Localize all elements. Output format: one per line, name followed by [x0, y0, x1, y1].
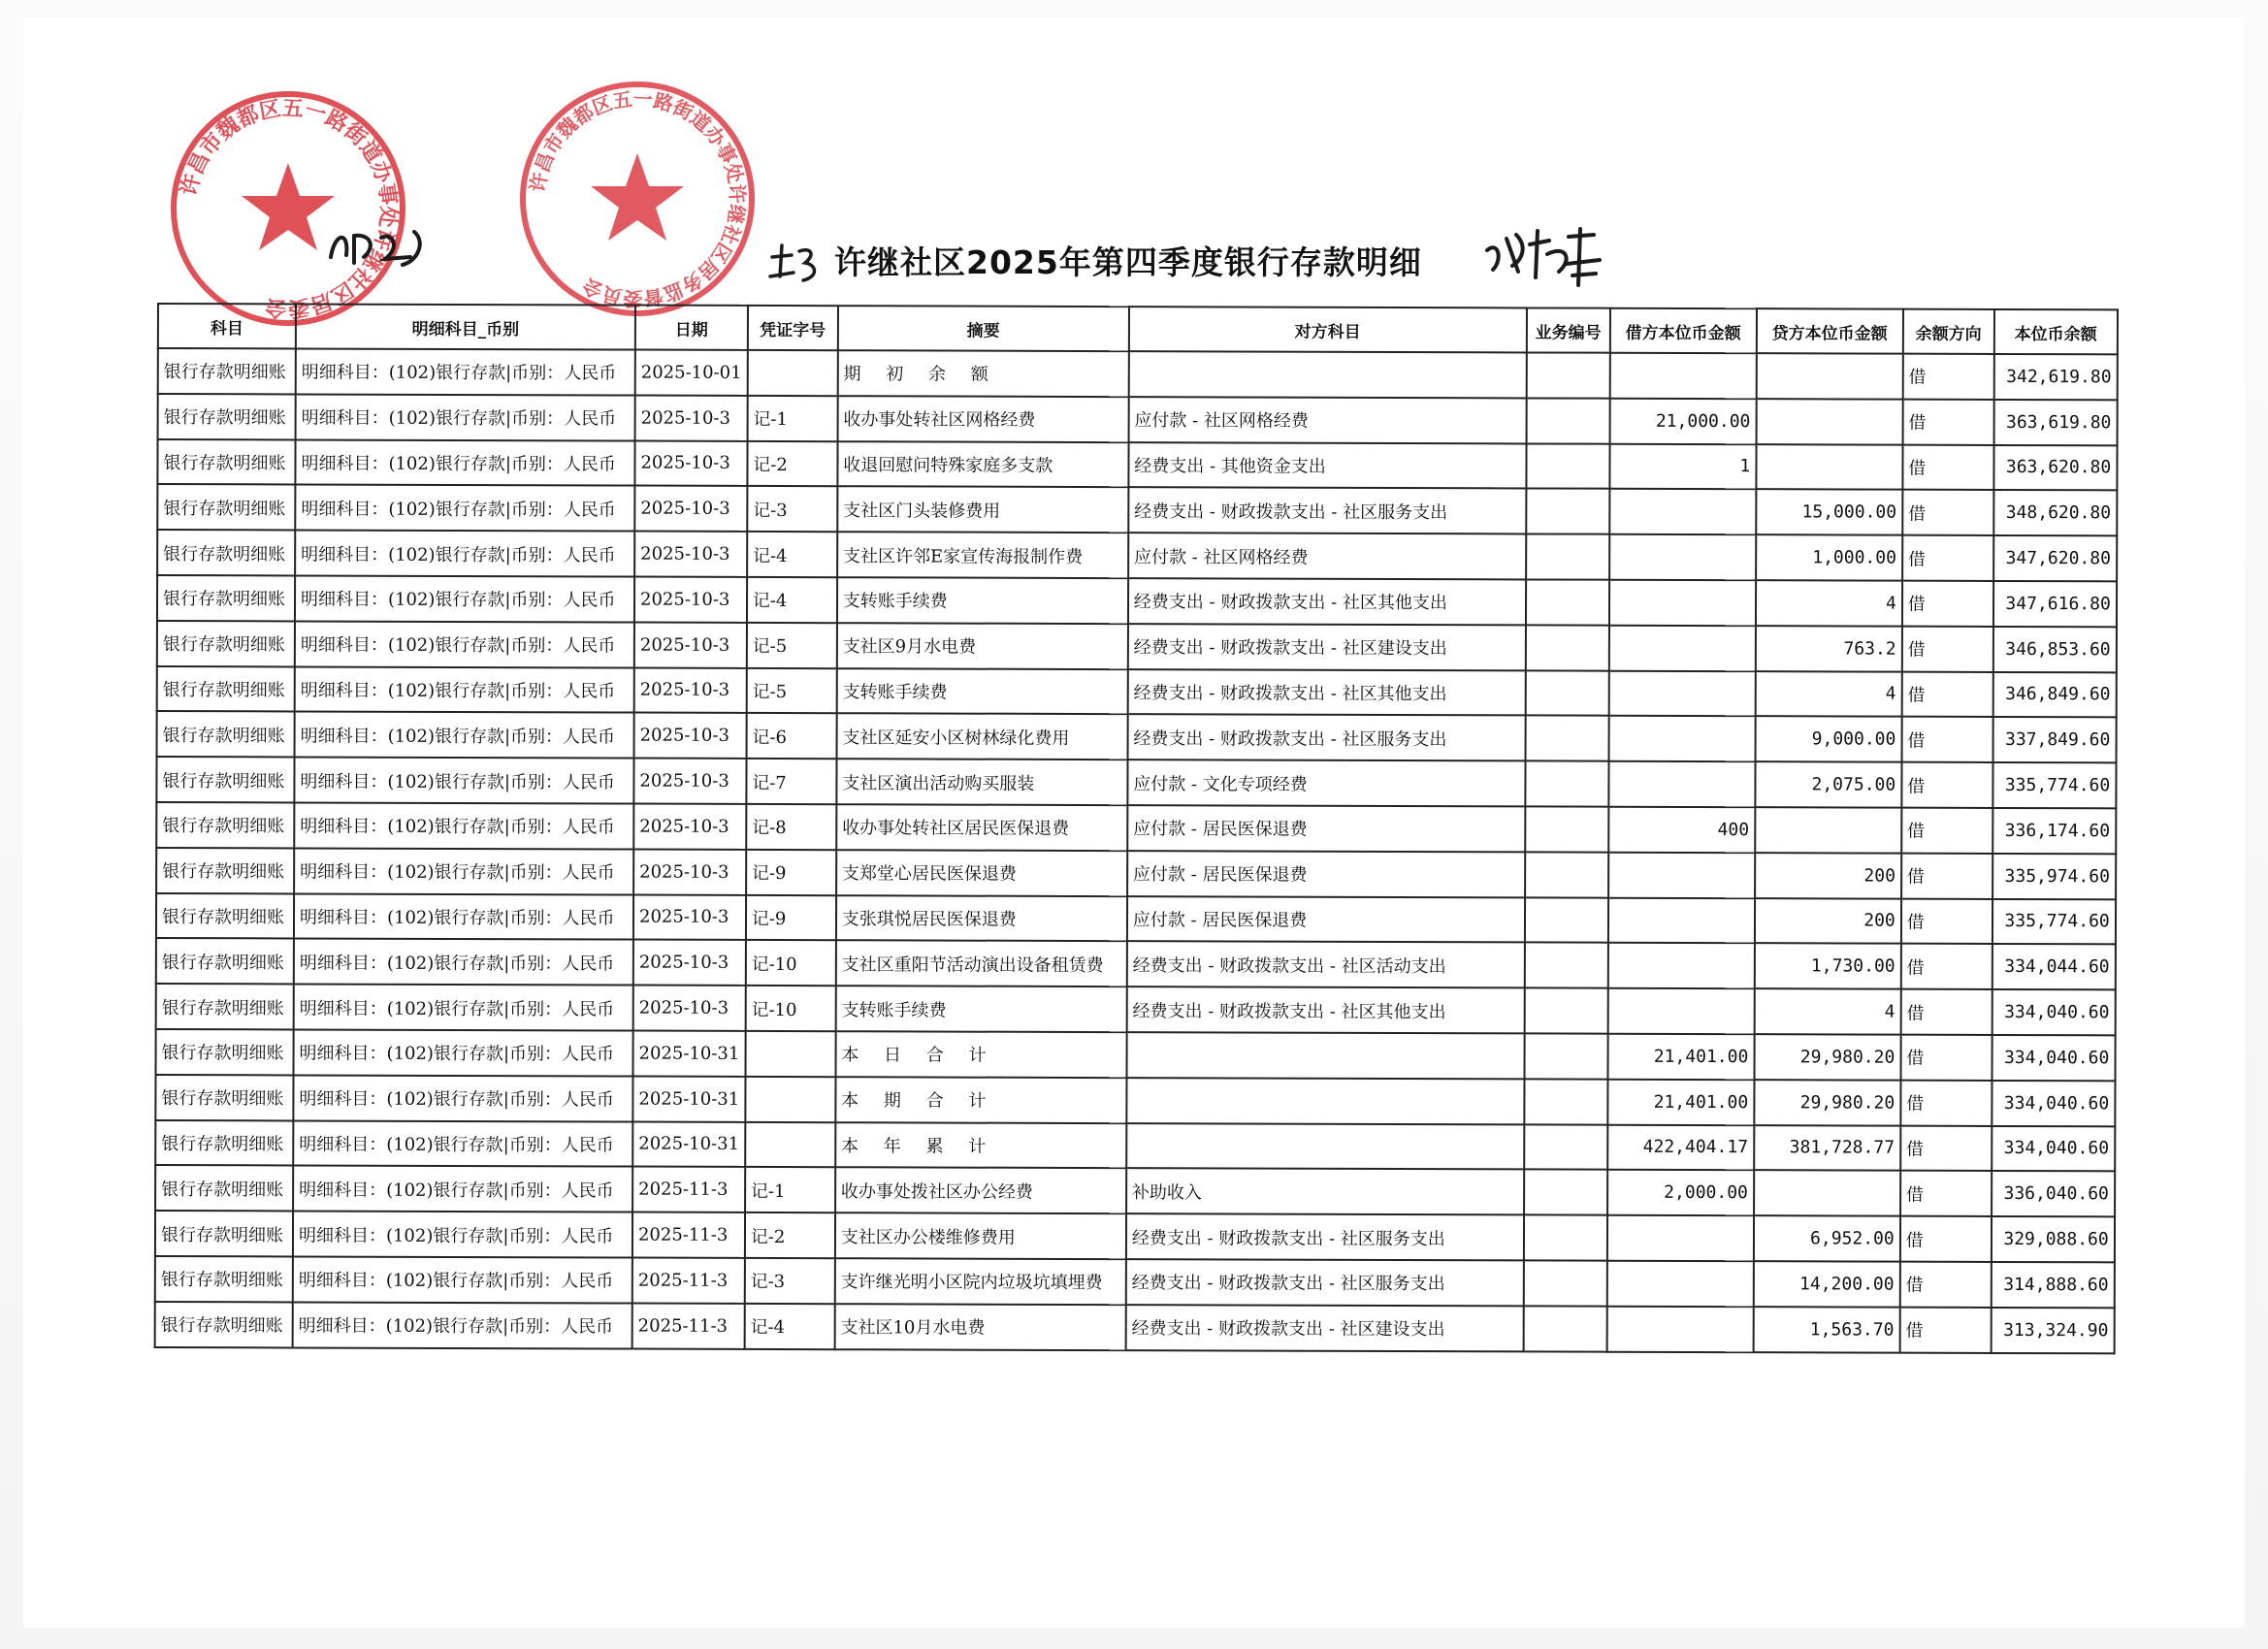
- cell-direction: 借: [1901, 762, 1993, 808]
- cell-subject: 银行存款明细账: [156, 984, 294, 1029]
- cell-detail: 明细科目：(102)银行存款|币别：人民币: [296, 394, 635, 440]
- cell-direction: 借: [1900, 1262, 1992, 1308]
- cell-balance: 329,088.60: [1992, 1216, 2115, 1262]
- cell-date: 2025-10-3: [634, 713, 747, 759]
- cell-subject: 银行存款明细账: [156, 848, 294, 893]
- table-row: [156, 893, 2116, 945]
- cell-detail: 明细科目：(102)银行存款|币别：人民币: [295, 485, 634, 532]
- cell-subject: 银行存款明细账: [156, 938, 294, 984]
- cell-counter-account: 经费支出 - 其他资金支出: [1128, 442, 1526, 489]
- cell-counter-account: 经费支出 - 财政拨款支出 - 社区服务支出: [1128, 488, 1526, 534]
- table-row: [156, 1029, 2116, 1081]
- col-header-direction: 余额方向: [1903, 309, 1994, 354]
- cell-detail: 明细科目：(102)银行存款|币别：人民币: [294, 985, 633, 1031]
- cell-direction: 借: [1900, 989, 1992, 1035]
- cell-counter-account: 应付款 - 文化专项经费: [1127, 760, 1525, 806]
- cell-voucher: 记-9: [746, 850, 836, 895]
- cell-summary: 支许继光明小区院内垃圾坑填埋费: [835, 1258, 1126, 1305]
- cell-credit: 1,563.70: [1753, 1307, 1899, 1352]
- cell-business-no: [1525, 897, 1608, 943]
- cell-date: 2025-11-3: [632, 1303, 745, 1348]
- cell-business-no: [1525, 943, 1608, 988]
- svg-text:许昌市魏都区五一路街道办事处许继社区居委会: 许昌市魏都区五一路街道办事处许继社区居委会: [177, 96, 401, 321]
- cell-subject: 银行存款明细账: [158, 348, 296, 394]
- cell-summary: 支社区重阳节活动演出设备租赁费: [836, 941, 1127, 987]
- cell-date: 2025-10-3: [634, 622, 747, 667]
- table-row: [156, 938, 2116, 989]
- cell-voucher: 记-10: [746, 940, 836, 986]
- cell-counter-account: 经费支出 - 财政拨款支出 - 社区建设支出: [1125, 1305, 1523, 1351]
- cell-balance: 346,853.60: [1993, 627, 2117, 672]
- cell-credit: 763.2: [1756, 626, 1902, 671]
- cell-balance: 335,774.60: [1993, 899, 2116, 945]
- table-row: [157, 575, 2117, 627]
- cell-credit: 4: [1754, 988, 1900, 1034]
- cell-counter-account: 应付款 - 居民医保退费: [1127, 851, 1525, 897]
- cell-direction: 借: [1901, 898, 1993, 944]
- cell-detail: 明细科目：(102)银行存款|币别：人民币: [295, 712, 634, 759]
- cell-subject: 银行存款明细账: [157, 439, 295, 485]
- cell-business-no: [1525, 716, 1608, 761]
- table-row: [155, 1211, 2115, 1262]
- cell-summary: 本 日 合 计: [835, 1031, 1126, 1078]
- cell-date: 2025-11-3: [632, 1257, 745, 1303]
- cell-balance: 334,040.60: [1992, 1081, 2115, 1126]
- cell-direction: 借: [1901, 671, 1993, 717]
- cell-detail: 明细科目：(102)银行存款|币别：人民币: [293, 1075, 632, 1121]
- cell-subject: 银行存款明细账: [157, 575, 295, 621]
- cell-date: 2025-10-3: [634, 440, 747, 486]
- cell-direction: 借: [1901, 853, 1993, 898]
- cell-subject: 银行存款明细账: [155, 1120, 293, 1166]
- cell-debit: [1607, 1215, 1754, 1261]
- cell-subject: 银行存款明细账: [158, 394, 296, 439]
- table-row: [156, 848, 2116, 899]
- cell-summary: 支社区许邻E家宣传海报制作费: [837, 532, 1128, 578]
- cell-voucher: 记-1: [745, 1167, 835, 1212]
- cell-summary: 收退回慰问特殊家庭多支款: [837, 441, 1128, 488]
- cell-detail: 明细科目：(102)银行存款|币别：人民币: [293, 1302, 632, 1348]
- cell-business-no: [1525, 806, 1608, 852]
- cell-debit: [1609, 353, 1756, 399]
- cell-voucher: [745, 1121, 835, 1167]
- cell-debit: [1607, 988, 1754, 1034]
- cell-detail: 明细科目：(102)银行存款|币别：人民币: [294, 893, 633, 940]
- cell-date: 2025-10-31: [632, 1121, 745, 1167]
- cell-date: 2025-10-3: [633, 894, 746, 940]
- cell-subject: 银行存款明细账: [155, 1256, 293, 1302]
- cell-balance: 334,040.60: [1992, 989, 2115, 1035]
- cell-credit: 200: [1755, 898, 1901, 944]
- cell-voucher: 记-2: [745, 1212, 835, 1258]
- cell-date: 2025-10-3: [635, 395, 748, 440]
- cell-voucher: [747, 350, 837, 396]
- cell-credit: 9,000.00: [1755, 717, 1901, 762]
- cell-detail: 明细科目：(102)银行存款|币别：人民币: [295, 621, 634, 667]
- cell-counter-account: [1126, 1123, 1524, 1170]
- cell-business-no: [1526, 398, 1609, 443]
- cell-subject: 银行存款明细账: [157, 530, 295, 575]
- cell-summary: 支社区门头装修费用: [837, 487, 1128, 534]
- table-row: [157, 666, 2117, 718]
- table-row: [157, 439, 2117, 491]
- cell-date: 2025-10-3: [634, 667, 747, 713]
- cell-debit: [1608, 716, 1755, 761]
- cell-direction: 借: [1900, 1125, 1992, 1171]
- cell-debit: [1609, 625, 1756, 670]
- cell-business-no: [1524, 988, 1607, 1034]
- cell-business-no: [1524, 1079, 1607, 1124]
- cell-direction: 借: [1902, 399, 1993, 444]
- cell-voucher: 记-5: [746, 667, 836, 713]
- cell-detail: 明细科目：(102)银行存款|币别：人民币: [293, 1029, 632, 1076]
- cell-summary: 期 初 余 额: [837, 350, 1128, 397]
- cell-voucher: 记-7: [746, 759, 836, 804]
- cell-balance: 314,888.60: [1992, 1262, 2115, 1308]
- cell-business-no: [1526, 352, 1609, 398]
- cell-direction: 借: [1902, 535, 1993, 581]
- table-row: [155, 1302, 2115, 1353]
- cell-debit: 21,401.00: [1607, 1079, 1754, 1124]
- table-row: [155, 1075, 2115, 1126]
- cell-counter-account: 应付款 - 社区网格经费: [1128, 397, 1526, 443]
- col-header-detail: 明细科目_币别: [296, 304, 635, 349]
- cell-credit: [1756, 444, 1902, 490]
- cell-summary: 支转账手续费: [835, 986, 1126, 1032]
- cell-business-no: [1524, 1215, 1607, 1261]
- cell-business-no: [1526, 579, 1609, 625]
- table-row: [155, 1165, 2115, 1216]
- col-header-voucher: 凭证字号: [748, 306, 838, 350]
- cell-voucher: 记-3: [747, 486, 837, 532]
- cell-detail: 明细科目：(102)银行存款|币别：人民币: [293, 1256, 632, 1303]
- table-row: [155, 1256, 2115, 1308]
- svg-text:许昌市魏都区五一路街道办事处许继社区居务监督委员会: 许昌市魏都区五一路街道办事处许继社区居务监督委员会: [525, 86, 750, 311]
- cell-debit: [1608, 761, 1755, 807]
- cell-detail: 明细科目：(102)银行存款|币别：人民币: [294, 939, 633, 986]
- cell-detail: 明细科目：(102)银行存款|币别：人民币: [295, 575, 634, 622]
- table-row: [157, 530, 2117, 581]
- cell-voucher: 记-1: [747, 396, 837, 441]
- cell-voucher: [745, 1031, 835, 1077]
- cell-counter-account: 经费支出 - 财政拨款支出 - 社区其他支出: [1126, 986, 1524, 1033]
- table-row: [156, 757, 2116, 808]
- cell-business-no: [1526, 489, 1609, 534]
- cell-debit: [1609, 534, 1756, 580]
- cell-business-no: [1524, 1124, 1607, 1170]
- cell-voucher: 记-3: [745, 1258, 835, 1304]
- cell-debit: [1608, 670, 1755, 716]
- cell-balance: 363,619.80: [1993, 400, 2117, 445]
- cell-business-no: [1525, 852, 1608, 897]
- col-header-subject: 科目: [158, 304, 296, 348]
- cell-summary: 收办事处拨社区办公经费: [835, 1168, 1126, 1214]
- cell-summary: 本 年 累 计: [835, 1122, 1126, 1169]
- cell-counter-account: 经费支出 - 财政拨款支出 - 社区其他支出: [1127, 669, 1525, 716]
- cell-business-no: [1524, 1033, 1607, 1079]
- cell-subject: 银行存款明细账: [155, 1075, 293, 1120]
- cell-date: 2025-10-3: [634, 577, 747, 623]
- cell-credit: 6,952.00: [1754, 1215, 1900, 1261]
- cell-debit: 21,000.00: [1609, 399, 1756, 444]
- cell-counter-account: 经费支出 - 财政拨款支出 - 社区活动支出: [1127, 942, 1525, 988]
- cell-summary: 支转账手续费: [836, 668, 1127, 715]
- cell-debit: [1609, 580, 1756, 626]
- cell-date: 2025-10-3: [633, 986, 746, 1031]
- cell-voucher: 记-6: [746, 713, 836, 759]
- cell-counter-account: [1126, 1078, 1524, 1124]
- cell-debit: 2,000.00: [1607, 1170, 1754, 1215]
- cell-credit: 381,728.77: [1754, 1125, 1900, 1171]
- cell-credit: [1755, 807, 1901, 853]
- cell-subject: 银行存款明细账: [156, 757, 294, 802]
- cell-credit: 4: [1755, 671, 1901, 717]
- cell-business-no: [1524, 1170, 1607, 1215]
- cell-counter-account: 经费支出 - 财政拨款支出 - 社区服务支出: [1126, 1259, 1524, 1306]
- cell-debit: [1608, 852, 1755, 897]
- document-title: 许继社区2025年第四季度银行存款明细: [834, 243, 1422, 281]
- cell-credit: [1756, 353, 1902, 399]
- cell-counter-account: 应付款 - 居民医保退费: [1127, 805, 1525, 852]
- cell-summary: 收办事处转社区居民医保退费: [836, 804, 1127, 851]
- cell-date: 2025-10-31: [632, 1030, 745, 1076]
- cell-detail: 明细科目：(102)银行存款|币别：人民币: [294, 848, 633, 894]
- cell-credit: 15,000.00: [1756, 490, 1902, 535]
- cell-voucher: 记-2: [747, 441, 837, 487]
- table-row: [155, 1120, 2115, 1172]
- cell-debit: [1608, 943, 1755, 988]
- cell-balance: 334,044.60: [1993, 944, 2116, 989]
- cell-subject: 银行存款明细账: [156, 802, 294, 848]
- cell-balance: 346,849.60: [1993, 672, 2116, 718]
- cell-direction: 借: [1902, 444, 1993, 490]
- table-row: [158, 348, 2118, 400]
- col-header-balance: 本位币余额: [1994, 309, 2118, 354]
- cell-business-no: [1525, 670, 1608, 716]
- cell-voucher: 记-10: [745, 986, 835, 1031]
- cell-credit: [1754, 1171, 1900, 1216]
- cell-detail: 明细科目：(102)银行存款|币别：人民币: [295, 439, 634, 486]
- cell-date: 2025-10-3: [633, 849, 746, 894]
- cell-direction: 借: [1901, 944, 1993, 989]
- cell-direction: 借: [1900, 1080, 1992, 1125]
- table-row: [156, 984, 2116, 1035]
- cell-counter-account: 经费支出 - 财政拨款支出 - 社区其他支出: [1128, 578, 1526, 625]
- cell-debit: 21,401.00: [1607, 1034, 1754, 1080]
- cell-credit: 29,980.20: [1754, 1080, 1900, 1125]
- cell-direction: 借: [1902, 581, 1993, 627]
- cell-counter-account: 经费支出 - 财政拨款支出 - 社区服务支出: [1126, 1213, 1524, 1260]
- cell-balance: 335,774.60: [1993, 762, 2116, 808]
- cell-balance: 336,040.60: [1992, 1171, 2115, 1216]
- cell-subject: 银行存款明细账: [157, 666, 295, 712]
- cell-business-no: [1526, 534, 1609, 580]
- cell-credit: [1756, 399, 1902, 444]
- cell-detail: 明细科目：(102)银行存款|币别：人民币: [293, 1212, 632, 1258]
- cell-balance: 348,620.80: [1993, 490, 2117, 535]
- cell-balance: 313,324.90: [1991, 1308, 2114, 1353]
- cell-balance: 347,616.80: [1993, 581, 2117, 627]
- cell-balance: 335,974.60: [1993, 854, 2116, 899]
- cell-business-no: [1524, 1260, 1607, 1306]
- cell-date: 2025-10-01: [635, 350, 748, 396]
- cell-summary: 支转账手续费: [837, 577, 1128, 624]
- cell-summary: 本 期 合 计: [835, 1077, 1126, 1123]
- cell-credit: 29,980.20: [1754, 1034, 1900, 1080]
- cell-counter-account: 应付款 - 居民医保退费: [1127, 896, 1525, 943]
- cell-business-no: [1525, 761, 1608, 807]
- cell-detail: 明细科目：(102)银行存款|币别：人民币: [294, 758, 633, 804]
- cell-balance: 363,620.80: [1993, 445, 2117, 491]
- cell-credit: 2,075.00: [1755, 761, 1901, 807]
- col-header-business-no: 业务编号: [1527, 307, 1610, 352]
- cell-balance: 334,040.60: [1992, 1125, 2115, 1171]
- cell-subject: 银行存款明细账: [157, 621, 295, 666]
- table-row: [157, 621, 2117, 672]
- cell-business-no: [1526, 443, 1609, 489]
- cell-date: 2025-11-3: [632, 1212, 745, 1258]
- table-row: [157, 484, 2117, 535]
- table-row: [156, 802, 2116, 854]
- cell-summary: 收办事处转社区网格经费: [837, 396, 1128, 442]
- cell-voucher: 记-4: [747, 577, 837, 623]
- cell-subject: 银行存款明细账: [155, 1302, 293, 1347]
- cell-debit: [1609, 489, 1756, 534]
- cell-counter-account: 经费支出 - 财政拨款支出 - 社区服务支出: [1127, 715, 1525, 761]
- cell-counter-account: 应付款 - 社区网格经费: [1128, 533, 1526, 579]
- cell-direction: 借: [1900, 1216, 1992, 1262]
- cell-voucher: 记-9: [746, 894, 836, 940]
- cell-counter-account: 补助收入: [1126, 1168, 1524, 1214]
- cell-date: 2025-10-3: [634, 532, 747, 577]
- table-row: [157, 711, 2117, 762]
- cell-debit: 1: [1609, 443, 1756, 489]
- cell-date: 2025-10-3: [633, 759, 746, 804]
- cell-business-no: [1526, 625, 1609, 670]
- cell-direction: 借: [1902, 626, 1993, 671]
- cell-summary: 支社区10月水电费: [834, 1304, 1125, 1350]
- cell-business-no: [1523, 1306, 1606, 1351]
- cell-detail: 明细科目：(102)银行存款|币别：人民币: [295, 531, 634, 577]
- cell-summary: 支社区办公楼维修费用: [835, 1212, 1126, 1259]
- col-header-counter-account: 对方科目: [1129, 307, 1527, 352]
- cell-debit: [1608, 897, 1755, 943]
- cell-debit: [1607, 1261, 1754, 1307]
- col-header-date: 日期: [635, 306, 748, 350]
- cell-debit: 422,404.17: [1607, 1124, 1754, 1170]
- cell-credit: 1,000.00: [1756, 534, 1902, 580]
- cell-direction: 借: [1902, 354, 1993, 400]
- table-row: [158, 394, 2118, 445]
- cell-detail: 明细科目：(102)银行存款|币别：人民币: [296, 348, 635, 395]
- cell-direction: 借: [1900, 1171, 1992, 1216]
- cell-subject: 银行存款明细账: [155, 1165, 293, 1211]
- cell-summary: 支社区演出活动购买服装: [836, 759, 1127, 805]
- cell-credit: 1,730.00: [1755, 944, 1901, 989]
- ledger-body: [155, 348, 2118, 1353]
- cell-voucher: 记-8: [746, 804, 836, 850]
- cell-balance: 342,619.80: [1993, 354, 2117, 400]
- cell-summary: 支张琪悦居民医保退费: [836, 895, 1127, 942]
- col-header-summary: 摘要: [838, 306, 1129, 351]
- cell-counter-account: 经费支出 - 财政拨款支出 - 社区建设支出: [1128, 624, 1526, 670]
- cell-direction: 借: [1901, 717, 1993, 762]
- cell-voucher: 记-4: [747, 532, 837, 577]
- cell-subject: 银行存款明细账: [157, 484, 295, 530]
- cell-date: 2025-10-31: [632, 1076, 745, 1121]
- cell-subject: 银行存款明细账: [156, 893, 294, 939]
- cell-counter-account: [1126, 1032, 1524, 1079]
- col-header-debit: 借方本位币金额: [1610, 308, 1757, 353]
- cell-balance: 337,849.60: [1993, 717, 2116, 762]
- cell-detail: 明细科目：(102)银行存款|币别：人民币: [293, 1120, 632, 1167]
- cell-debit: [1606, 1306, 1753, 1351]
- cell-debit: 400: [1608, 807, 1755, 853]
- cell-credit: 14,200.00: [1754, 1261, 1900, 1307]
- cell-voucher: 记-4: [744, 1304, 834, 1349]
- cell-date: 2025-11-3: [632, 1167, 745, 1212]
- cell-balance: 347,620.80: [1993, 535, 2117, 581]
- cell-direction: 借: [1901, 808, 1993, 854]
- cell-detail: 明细科目：(102)银行存款|币别：人民币: [294, 802, 633, 849]
- cell-detail: 明细科目：(102)银行存款|币别：人民币: [293, 1166, 632, 1212]
- cell-date: 2025-10-3: [634, 486, 747, 532]
- cell-subject: 银行存款明细账: [156, 1029, 294, 1075]
- cell-summary: 支郑堂心居民医保退费: [836, 850, 1127, 896]
- ledger-table: [154, 303, 2119, 1354]
- table-header-row: [158, 304, 2118, 354]
- cell-direction: 借: [1900, 1035, 1992, 1081]
- cell-balance: 334,040.60: [1992, 1035, 2115, 1081]
- cell-summary: 支社区延安小区树林绿化费用: [836, 714, 1127, 760]
- cell-subject: 银行存款明细账: [157, 711, 295, 757]
- cell-counter-account: [1128, 351, 1526, 398]
- cell-credit: 4: [1756, 580, 1902, 626]
- cell-date: 2025-10-3: [633, 940, 746, 986]
- cell-subject: 银行存款明细账: [155, 1211, 293, 1256]
- cell-voucher: 记-5: [747, 623, 837, 668]
- cell-summary: 支社区9月水电费: [837, 623, 1128, 669]
- cell-detail: 明细科目：(102)银行存款|币别：人民币: [295, 666, 634, 713]
- cell-balance: 336,174.60: [1993, 808, 2116, 854]
- cell-date: 2025-10-3: [633, 804, 746, 850]
- cell-direction: 借: [1899, 1307, 1991, 1352]
- cell-direction: 借: [1902, 490, 1993, 535]
- cell-voucher: [745, 1077, 835, 1122]
- cell-credit: 200: [1755, 853, 1901, 898]
- col-header-credit: 贷方本位币金额: [1757, 308, 1903, 353]
